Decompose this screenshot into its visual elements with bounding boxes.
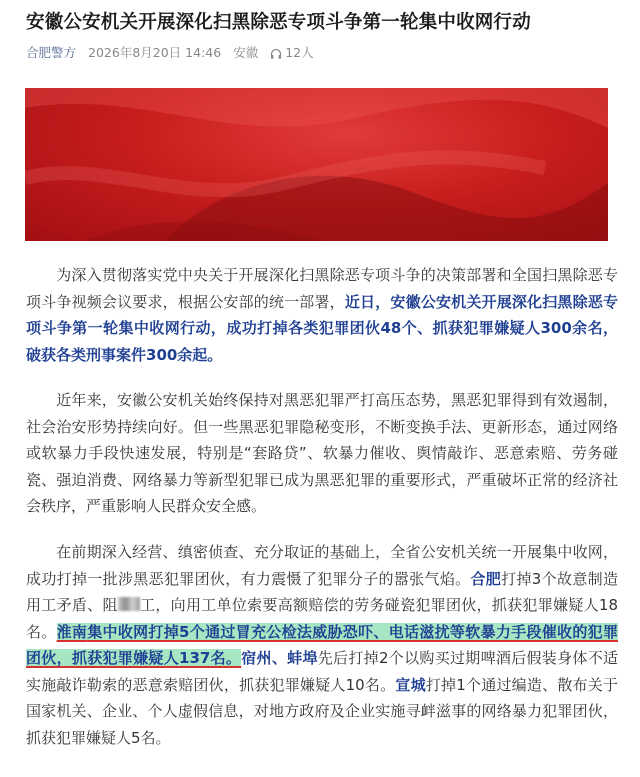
article-meta: [26, 44, 338, 60]
article-title: 安徽公安机关开展深化扫黑除恶专项斗争第一轮集中收网行动: [26, 12, 531, 33]
paragraph-3: [26, 539, 618, 751]
hero-image: [25, 88, 608, 241]
publish-date: 2026年8月20日 14:46: [88, 45, 222, 60]
city-xuancheng: 宣城: [395, 675, 426, 694]
p3-intro: 在前期深入经营、缜密侦查、充分取证的基础上，全省公安机关统一开展集中收网，成功打掉一批涉黑恶犯罪团伙，有力震慑了犯罪分子的嚣张气焰。: [26, 543, 618, 588]
listen-count[interactable]: [270, 43, 325, 61]
headphones-icon: [270, 48, 282, 60]
p3-xuancheng-text: 打掉1个通过编造、散布关于国家机关、企业、个人虚假信息，对地方政府及企业实施寻衅滋事的网络暴力犯罪团伙，抓获犯罪嫌疑人5名。: [26, 675, 618, 747]
p3-hefei-text-b: 工，向用工单位索要高额赔偿的劳务碰瓷犯罪团伙，抓获犯罪嫌疑人18名。: [26, 596, 618, 641]
author-link[interactable]: 合肥警方: [26, 45, 77, 60]
city-huainan: 淮南: [56, 622, 88, 641]
city-hefei: 合肥: [470, 569, 502, 588]
redacted-text: [118, 597, 140, 611]
red-flag-image: [25, 88, 608, 241]
p3-huainan-text: 集中收网打掉5个通过冒充公检法威胁恐吓、电话滋扰等软暴力手段催收的犯罪团伙，抓获犯罪嫌疑人137名。: [26, 622, 618, 667]
p1-intro: 为深入贯彻落实党中央关于开展深化扫黑除恶专项斗争的决策部署和全国扫黑除恶专项斗争视频会议要求，根据公安部的统一部署，: [26, 266, 618, 311]
p2-text: 近年来，安徽公安机关始终保持对黑恶犯罪严打高压态势，黑恶犯罪得到有效遏制，社会治安形势持续向好。但一些黑恶犯罪隐秘变形，不断变换手法、更新形态，通过网络或软暴力手段快速发展，特别是“套路贷”、软暴力催收、舆情敲诈、恶意索赔、劳务碰瓷、强迫消费、网络暴力等新型犯罪已成为黑恶犯罪的重要形式，严重破坏正常的经济社会秩序，严重影响人民群众安全感。: [26, 391, 618, 515]
p3-hefei-text-a: 打掉3个故意制造用工矛盾、阻: [26, 569, 618, 614]
paragraph-2: [26, 387, 618, 520]
location: 安徽: [233, 45, 259, 60]
p3-suzhou-text: 先后打掉2个以购买过期啤酒后假装身体不适实施敲诈勒索的恶意索赔团伙，抓获犯罪嫌疑人10名。: [26, 649, 619, 694]
city-suzhou-bengbu: 宿州、蚌埠: [241, 649, 318, 667]
listen-count-value: 12人: [285, 45, 314, 60]
paragraph-1: [26, 262, 618, 368]
p1-highlight: 近日，安徽公安机关开展深化扫黑除恶专项斗争第一轮集中收网行动，成功打掉各类犯罪团伙48个、抓获犯罪嫌疑人300余名，破获各类刑事案件300余起。: [26, 292, 618, 364]
